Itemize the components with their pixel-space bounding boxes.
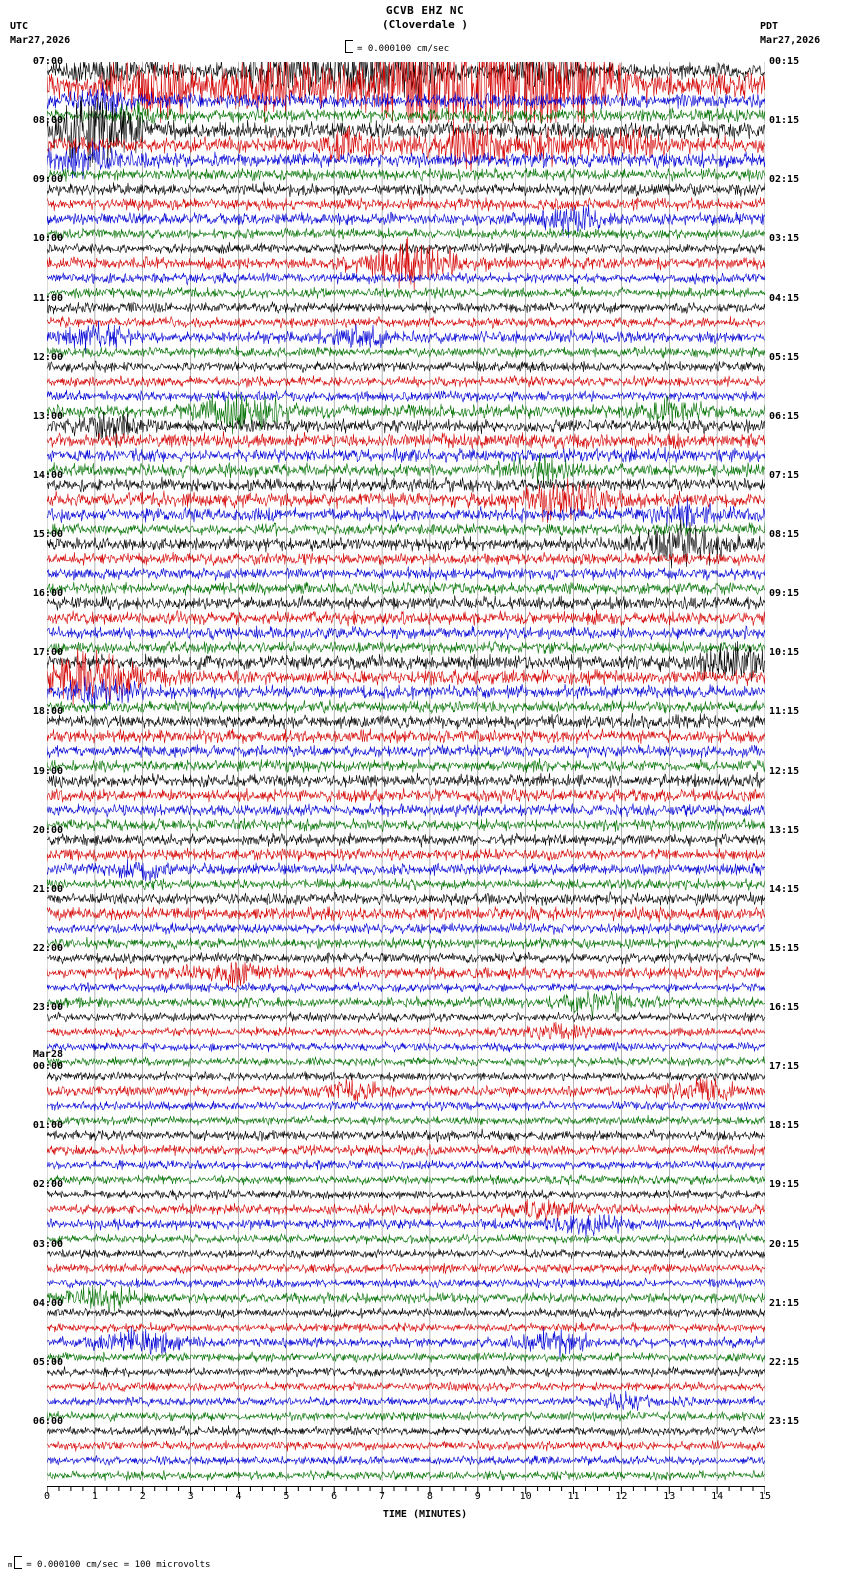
hour-label-utc: 12:00 bbox=[32, 351, 63, 363]
seismic-trace bbox=[47, 1174, 765, 1185]
seismic-trace bbox=[47, 1012, 765, 1023]
seismic-trace bbox=[47, 833, 765, 848]
seismic-trace bbox=[47, 1425, 765, 1436]
hour-label-pdt: 12:15 bbox=[769, 765, 800, 777]
seismic-trace bbox=[47, 1322, 765, 1333]
left-date-label: Mar27,2026 bbox=[10, 35, 71, 46]
scale-reference bbox=[345, 40, 449, 54]
x-axis-title: TIME (MINUTES) bbox=[382, 1509, 468, 1520]
x-tick-label: 13 bbox=[663, 1491, 676, 1502]
seismic-trace bbox=[47, 287, 765, 299]
hour-label-utc: 17:00 bbox=[32, 647, 63, 659]
seismic-trace bbox=[47, 1411, 765, 1422]
hour-label-pdt: 21:15 bbox=[769, 1297, 800, 1309]
hour-label-utc: 16:00 bbox=[32, 588, 63, 600]
seismic-trace bbox=[47, 758, 765, 773]
seismic-trace bbox=[47, 182, 765, 197]
seismic-trace bbox=[47, 626, 765, 640]
hour-label-pdt: 20:15 bbox=[769, 1238, 800, 1250]
seismic-trace bbox=[47, 1248, 765, 1259]
seismic-trace bbox=[47, 168, 765, 182]
seismic-trace bbox=[47, 1234, 765, 1245]
seismic-trace bbox=[47, 818, 765, 832]
seismic-trace bbox=[47, 375, 765, 387]
x-tick-label: 9 bbox=[474, 1491, 481, 1502]
x-tick-label: 6 bbox=[331, 1491, 338, 1502]
seismic-trace bbox=[47, 1382, 765, 1392]
hour-label-utc: 20:00 bbox=[32, 824, 63, 836]
seismic-trace bbox=[47, 301, 765, 314]
right-date-label: Mar27,2026 bbox=[760, 35, 821, 46]
hour-label-utc: 09:00 bbox=[32, 174, 63, 186]
seismic-trace bbox=[47, 1129, 765, 1143]
seismic-trace bbox=[47, 1327, 765, 1358]
x-axis-ticks bbox=[47, 1486, 765, 1496]
hour-label-pdt: 00:15 bbox=[769, 56, 800, 67]
hour-label-utc: 13:00 bbox=[32, 410, 63, 422]
seismic-trace bbox=[47, 891, 765, 906]
hour-label-pdt: 03:15 bbox=[769, 233, 800, 245]
seismic-trace bbox=[47, 1352, 765, 1363]
seismic-trace bbox=[47, 390, 765, 403]
seismic-trace bbox=[47, 237, 765, 291]
seismic-trace bbox=[47, 1056, 765, 1067]
seismic-trace bbox=[47, 878, 765, 890]
hour-label-pdt: 01:15 bbox=[769, 115, 800, 127]
hour-label-utc: 15:00 bbox=[32, 529, 63, 540]
seismic-trace bbox=[47, 859, 765, 882]
x-tick-label: 3 bbox=[187, 1491, 194, 1502]
hour-label-pdt: 11:15 bbox=[769, 706, 800, 718]
seismic-trace bbox=[47, 1115, 765, 1126]
hour-label-pdt: 13:15 bbox=[769, 824, 800, 836]
hour-label-utc: 18:00 bbox=[32, 706, 63, 718]
seismic-trace bbox=[47, 1022, 765, 1039]
hour-label-utc: 01:00 bbox=[32, 1120, 63, 1132]
seismic-trace bbox=[47, 552, 765, 566]
x-axis bbox=[43, 1481, 772, 1503]
seismic-trace bbox=[47, 1101, 765, 1111]
seismogram-plot bbox=[47, 62, 765, 1481]
hour-label-pdt: 14:15 bbox=[769, 883, 800, 895]
hour-label-utc: 06:00 bbox=[32, 1415, 63, 1427]
seismic-trace bbox=[47, 744, 765, 758]
hour-label-pdt: 10:15 bbox=[769, 647, 800, 659]
seismic-trace bbox=[47, 922, 765, 934]
seismic-trace bbox=[47, 982, 765, 993]
seismic-trace bbox=[47, 641, 765, 655]
footer-scale-bar-icon bbox=[14, 1556, 22, 1569]
hour-label-utc: 07:00 bbox=[32, 56, 63, 67]
hour-label-pdt: 17:15 bbox=[769, 1061, 800, 1073]
hour-label-pdt: 08:15 bbox=[769, 529, 800, 540]
hour-label-utc: 02:00 bbox=[32, 1179, 63, 1191]
right-timezone-label: PDT bbox=[760, 21, 779, 32]
seismic-trace bbox=[47, 1470, 765, 1481]
seismic-trace bbox=[47, 477, 765, 493]
x-tick-label: 0 bbox=[43, 1491, 51, 1502]
seismic-trace bbox=[47, 1456, 765, 1466]
seismic-trace bbox=[47, 1391, 765, 1411]
hour-label-utc: 08:00 bbox=[32, 115, 63, 127]
seismic-trace bbox=[47, 848, 765, 862]
footer-scale-text: = 0.000100 cm/sec = 100 microvolts bbox=[26, 1560, 211, 1570]
seismic-trace bbox=[47, 1041, 765, 1052]
seismic-trace bbox=[47, 228, 765, 241]
x-tick-label: 2 bbox=[139, 1491, 146, 1502]
hour-label-pdt: 02:15 bbox=[769, 174, 800, 186]
seismic-trace bbox=[47, 1285, 765, 1311]
seismic-trace bbox=[47, 431, 765, 450]
scale-reference-text: = 0.000100 cm/sec bbox=[357, 44, 450, 54]
x-tick-label: 1 bbox=[91, 1491, 98, 1502]
seismic-trace bbox=[47, 1263, 765, 1274]
seismic-trace bbox=[47, 952, 765, 964]
hour-label-pdt: 16:15 bbox=[769, 1002, 800, 1013]
day-change-label: Mar28 bbox=[32, 1049, 63, 1061]
x-tick-label: 4 bbox=[235, 1491, 242, 1502]
seismic-trace bbox=[47, 595, 765, 610]
seismic-trace bbox=[47, 197, 765, 212]
footer-scale-note bbox=[8, 1556, 210, 1570]
x-tick-label: 12 bbox=[615, 1491, 628, 1502]
page-title: GCVB EHZ NC bbox=[385, 4, 465, 17]
hour-label-pdt: 06:15 bbox=[769, 410, 800, 422]
seismic-trace bbox=[47, 447, 765, 464]
seismic-trace bbox=[47, 1214, 765, 1237]
hour-label-pdt: 23:15 bbox=[769, 1415, 800, 1427]
left-timezone-label: UTC bbox=[10, 21, 29, 32]
x-tick-label: 14 bbox=[711, 1491, 724, 1502]
seismic-trace bbox=[47, 581, 765, 596]
hour-label-utc: 19:00 bbox=[32, 765, 63, 777]
hour-label-pdt: 19:15 bbox=[769, 1179, 800, 1191]
hour-label-utc: 00:00 bbox=[32, 1061, 63, 1073]
seismic-trace bbox=[47, 788, 765, 804]
seismic-trace bbox=[47, 1278, 765, 1288]
seismic-trace bbox=[47, 1160, 765, 1170]
seismic-trace bbox=[47, 962, 765, 989]
hour-label-pdt: 04:15 bbox=[769, 292, 800, 304]
footer-prefix: m bbox=[8, 1561, 13, 1569]
seismic-trace bbox=[47, 1199, 765, 1222]
hour-label-pdt: 18:15 bbox=[769, 1120, 800, 1132]
seismic-trace bbox=[47, 1071, 765, 1082]
hour-label-utc: 14:00 bbox=[32, 469, 63, 481]
x-tick-label: 15 bbox=[758, 1491, 772, 1502]
hour-label-utc: 11:00 bbox=[32, 292, 63, 304]
seismic-trace bbox=[47, 361, 765, 373]
seismic-trace bbox=[47, 1189, 765, 1200]
x-tick-label: 5 bbox=[283, 1491, 290, 1502]
hour-label-utc: 03:00 bbox=[32, 1238, 63, 1250]
seismic-trace bbox=[47, 1308, 765, 1319]
seismic-trace bbox=[47, 346, 765, 358]
hour-label-utc: 05:00 bbox=[32, 1356, 63, 1368]
seismic-trace bbox=[47, 610, 765, 627]
seismic-trace bbox=[47, 713, 765, 729]
x-tick-label: 8 bbox=[426, 1491, 433, 1502]
hour-label-pdt: 05:15 bbox=[769, 351, 800, 363]
hour-label-pdt: 09:15 bbox=[769, 588, 800, 600]
x-tick-label: 11 bbox=[567, 1491, 580, 1502]
seismic-trace bbox=[47, 906, 765, 922]
seismic-trace bbox=[47, 316, 765, 328]
seismic-trace bbox=[47, 83, 765, 116]
x-tick-label: 7 bbox=[379, 1491, 386, 1502]
station-subtitle: (Cloverdale ) bbox=[381, 18, 469, 31]
seismic-trace bbox=[47, 1366, 765, 1377]
seismic-trace bbox=[47, 772, 765, 788]
hour-label-pdt: 22:15 bbox=[769, 1356, 800, 1368]
seismic-trace bbox=[47, 700, 765, 714]
scale-bar-icon bbox=[345, 40, 353, 53]
seismic-trace bbox=[47, 729, 765, 745]
seismic-trace bbox=[47, 1440, 765, 1451]
seismogram-svg bbox=[47, 62, 765, 1481]
seismic-trace bbox=[47, 1078, 765, 1102]
hour-label-pdt: 15:15 bbox=[769, 942, 800, 954]
x-tick-label: 10 bbox=[519, 1491, 532, 1502]
hour-label-utc: 04:00 bbox=[32, 1297, 63, 1309]
seismic-trace bbox=[47, 803, 765, 817]
hour-label-utc: 10:00 bbox=[32, 233, 63, 245]
seismic-trace bbox=[47, 937, 765, 950]
hour-label-pdt: 07:15 bbox=[769, 469, 800, 481]
left-timezone-block bbox=[10, 20, 70, 48]
hour-label-utc: 22:00 bbox=[32, 942, 63, 954]
right-timezone-block bbox=[760, 20, 840, 48]
seismic-trace bbox=[47, 1144, 765, 1156]
seismic-trace bbox=[47, 566, 765, 580]
hour-label-utc: 21:00 bbox=[32, 883, 63, 895]
hour-label-utc: 23:00 bbox=[32, 1002, 63, 1013]
